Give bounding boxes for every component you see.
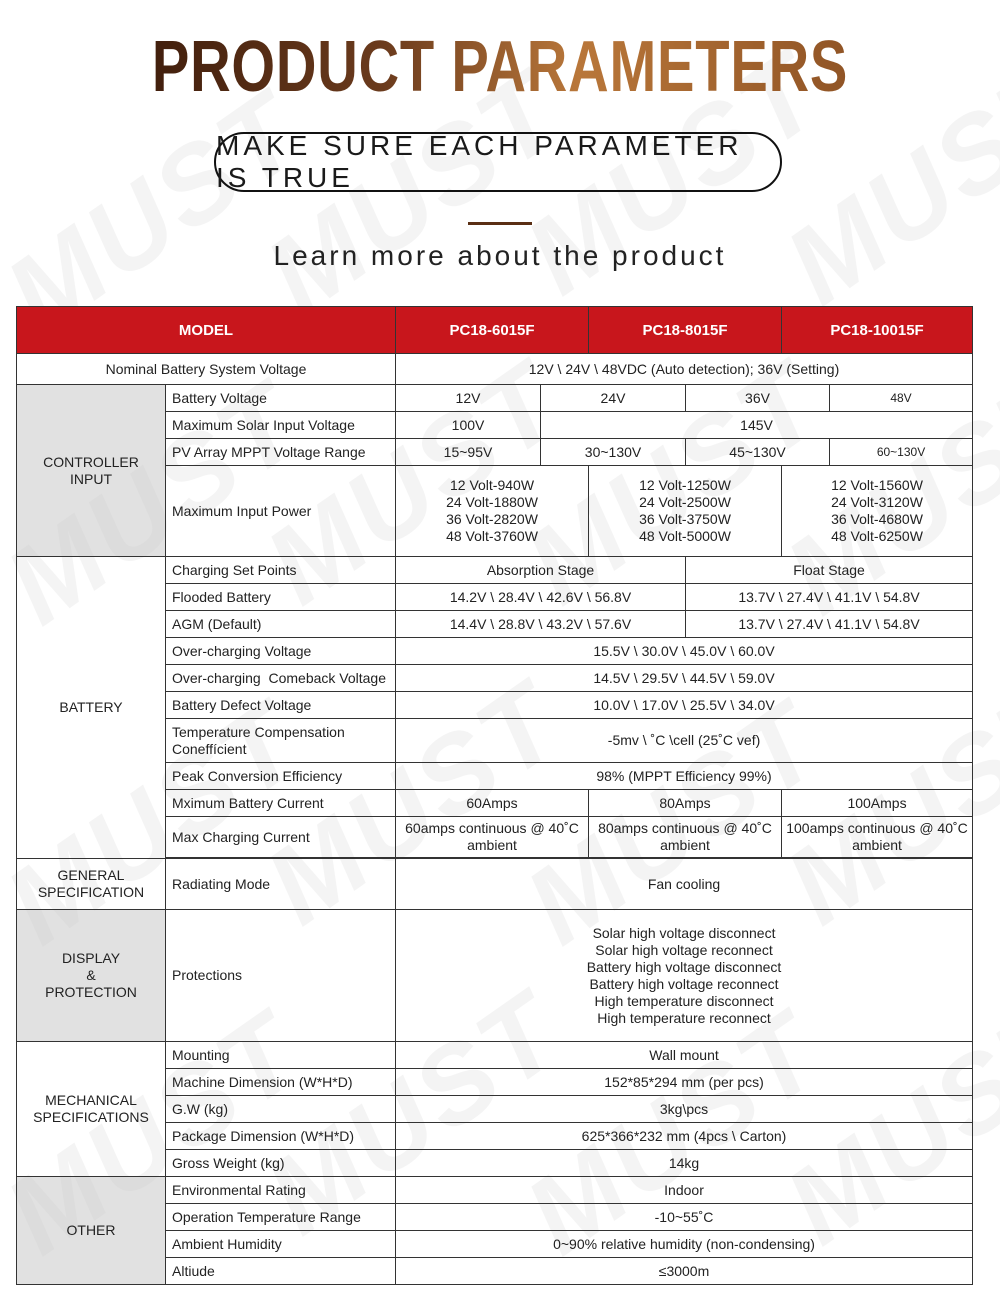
- power-line: 12 Volt-940W: [449, 477, 535, 493]
- cell: 145V: [541, 412, 973, 439]
- cell: 152*85*294 mm (per pcs): [396, 1069, 973, 1096]
- protection-item: High temperature reconnect: [597, 1009, 771, 1026]
- cell: 24V: [541, 385, 686, 412]
- protection-item: Solar high voltage reconnect: [595, 941, 773, 958]
- title-divider: [468, 222, 532, 225]
- protections-cell: [396, 910, 973, 1042]
- row-label: Temperature Compensation Coneffícient: [166, 719, 396, 763]
- model-10015f: PC18-10015F: [782, 307, 973, 354]
- row-label: Over-charging Voltage: [166, 638, 396, 665]
- cell: 60Amps: [396, 790, 589, 817]
- row-label: Mounting: [166, 1042, 396, 1069]
- power-line: 24 Volt-2500W: [639, 494, 731, 510]
- group-line: DISPLAY: [61, 950, 121, 966]
- cell: ≤3000m: [396, 1258, 973, 1285]
- cell: 12V: [396, 385, 541, 412]
- cell: 80amps continuous @ 40˚C ambient: [589, 817, 782, 858]
- row-label: Max Charging Current: [166, 817, 396, 858]
- cell: 14.2V \ 28.4V \ 42.6V \ 56.8V: [396, 584, 686, 611]
- page-title: PRODUCT PARAMETERS: [110, 26, 890, 108]
- power-line: 24 Volt-1880W: [446, 494, 538, 510]
- group-general-specification: GENERAL SPECIFICATION: [17, 859, 166, 910]
- cell: -5mv \ ˚C \cell (25˚C vef): [396, 719, 973, 763]
- cell: 15~95V: [396, 439, 541, 466]
- cell: 60~130V: [830, 439, 973, 466]
- power-line: 24 Volt-3120W: [831, 494, 923, 510]
- row-label: Operation Temperature Range: [166, 1204, 396, 1231]
- protection-item: Battery high voltage disconnect: [586, 958, 782, 975]
- row-label: Flooded Battery: [166, 584, 396, 611]
- row-label: Ambient Humidity: [166, 1231, 396, 1258]
- tagline-pill: [214, 132, 782, 192]
- row-label: Maximum Input Power: [166, 466, 396, 557]
- power-line: 48 Volt-5000W: [639, 528, 731, 544]
- row-label: Radiating Mode: [166, 859, 396, 910]
- cell: Wall mount: [396, 1042, 973, 1069]
- cell: 36V: [686, 385, 830, 412]
- row-label: Battery Voltage: [166, 385, 396, 412]
- cell: 60amps continuous @ 40˚C ambient: [396, 817, 589, 858]
- table-row: [17, 910, 973, 1042]
- group-battery: BATTERY: [17, 557, 166, 859]
- row-label: PV Array MPPT Voltage Range: [166, 439, 396, 466]
- row-label: G.W (kg): [166, 1096, 396, 1123]
- cell: 14.5V \ 29.5V \ 44.5V \ 59.0V: [396, 665, 973, 692]
- power-line: 48 Volt-3760W: [446, 528, 538, 544]
- cell: 13.7V \ 27.4V \ 41.1V \ 54.8V: [686, 584, 973, 611]
- tagline-text: MAKE SURE EACH PARAMETER IS TRUE: [216, 130, 743, 193]
- row-label: Over-charging Comeback Voltage: [166, 665, 396, 692]
- row-label: Charging Set Points: [166, 557, 396, 584]
- table-row: [17, 354, 973, 385]
- table-row: [17, 557, 973, 584]
- spec-table: [16, 306, 973, 1285]
- group-line: &: [86, 967, 96, 983]
- protection-item: High temperature disconnect: [594, 992, 774, 1009]
- model-header: MODEL: [17, 307, 396, 354]
- row-label: Battery Defect Voltage: [166, 692, 396, 719]
- protection-item: Battery high voltage reconnect: [589, 975, 779, 992]
- table-row: [17, 1177, 973, 1204]
- row-label: Protections: [166, 910, 396, 1042]
- cell: 13.7V \ 27.4V \ 41.1V \ 54.8V: [686, 611, 973, 638]
- table-header-row: [17, 307, 973, 354]
- cell: Float Stage: [686, 557, 973, 584]
- power-line: 36 Volt-4680W: [831, 511, 923, 527]
- cell: 100amps continuous @ 40˚C ambient: [782, 817, 973, 858]
- cell: 625*366*232 mm (4pcs \ Carton): [396, 1123, 973, 1150]
- row-label: Machine Dimension (W*H*D): [166, 1069, 396, 1096]
- nominal-value: 12V \ 24V \ 48VDC (Auto detection); 36V (Setting): [396, 354, 973, 385]
- row-label: Altiude: [166, 1258, 396, 1285]
- cell: 10.0V \ 17.0V \ 25.5V \ 34.0V: [396, 692, 973, 719]
- model-6015f: PC18-6015F: [396, 307, 589, 354]
- row-label: AGM (Default): [166, 611, 396, 638]
- page-header: [0, 0, 1000, 300]
- power-line: 12 Volt-1250W: [639, 477, 731, 493]
- cell: 98% (MPPT Efficiency 99%): [396, 763, 973, 790]
- table-row: [17, 859, 973, 910]
- power-line: 48 Volt-6250W: [831, 528, 923, 544]
- cell: 14kg: [396, 1150, 973, 1177]
- cell: 3kg\pcs: [396, 1096, 973, 1123]
- cell: Fan cooling: [396, 859, 973, 910]
- cell: 30~130V: [541, 439, 686, 466]
- model-8015f: PC18-8015F: [589, 307, 782, 354]
- cell: 48V: [830, 385, 973, 412]
- cell: 100Amps: [782, 790, 973, 817]
- group-other: OTHER: [17, 1177, 166, 1285]
- power-cell-6015f: [396, 466, 589, 557]
- cell: 80Amps: [589, 790, 782, 817]
- power-cell-8015f: [589, 466, 782, 557]
- row-label: Gross Weight (kg): [166, 1150, 396, 1177]
- cell: -10~55˚C: [396, 1204, 973, 1231]
- nominal-label: Nominal Battery System Voltage: [17, 354, 396, 385]
- protection-item: Solar high voltage disconnect: [592, 924, 776, 941]
- row-label: Package Dimension (W*H*D): [166, 1123, 396, 1150]
- table-row: [17, 1042, 973, 1069]
- group-mechanical-specifications: MECHANICAL SPECIFICATIONS: [17, 1042, 166, 1177]
- cell: 0~90% relative humidity (non-condensing): [396, 1231, 973, 1258]
- cell: 45~130V: [686, 439, 830, 466]
- group-display-protection: [17, 910, 166, 1042]
- row-label: Peak Conversion Efficiency: [166, 763, 396, 790]
- row-label: Mximum Battery Current: [166, 790, 396, 817]
- cell: Indoor: [396, 1177, 973, 1204]
- row-label: Environmental Rating: [166, 1177, 396, 1204]
- group-line: PROTECTION: [45, 984, 137, 1000]
- cell: Absorption Stage: [396, 557, 686, 584]
- row-label: Maximum Solar Input Voltage: [166, 412, 396, 439]
- cell: 100V: [396, 412, 541, 439]
- cell: 14.4V \ 28.8V \ 43.2V \ 57.6V: [396, 611, 686, 638]
- cell: 15.5V \ 30.0V \ 45.0V \ 60.0V: [396, 638, 973, 665]
- power-cell-10015f: [782, 466, 973, 557]
- power-line: 36 Volt-3750W: [639, 511, 731, 527]
- power-line: 36 Volt-2820W: [446, 511, 538, 527]
- group-controller-input: CONTROLLER INPUT: [17, 385, 166, 557]
- power-line: 12 Volt-1560W: [831, 477, 923, 493]
- page-subtitle: Learn more about the product: [273, 240, 727, 271]
- table-row: [17, 385, 973, 412]
